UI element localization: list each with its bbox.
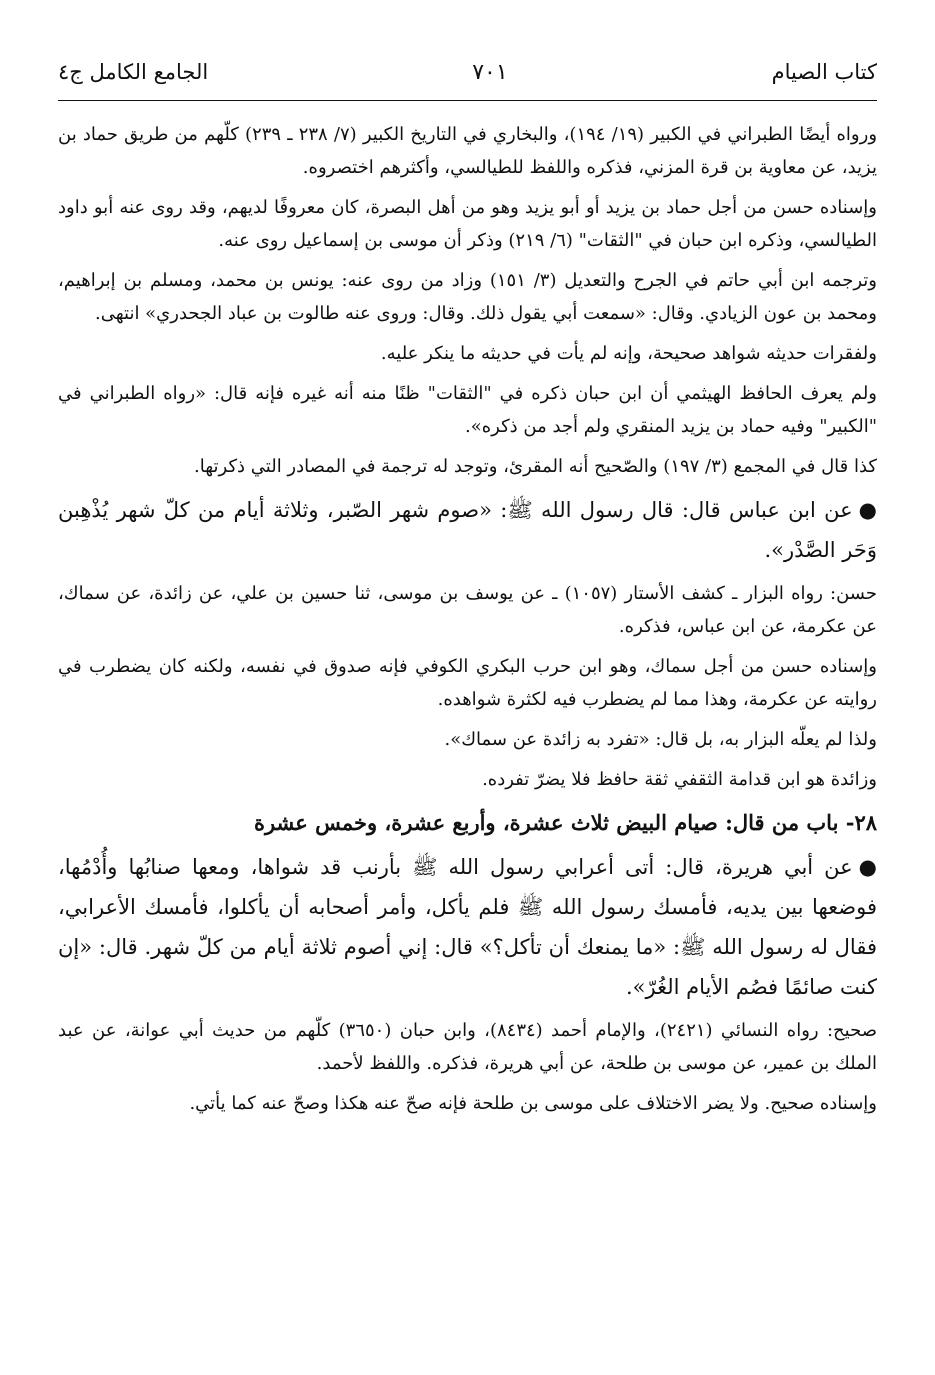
hadith-paragraph (58, 490, 877, 570)
hadith-paragraph (58, 847, 877, 1007)
commentary-paragraph: ولم يعرف الحافظ الهيثمي أن ابن حبان ذكره في "الثقات" ظنًا منه أنه غيره فإنه قال: «رواه الطبراني في "الكبير" وفيه حماد بن يزيد المنقري ولم أجد من ذكره». (58, 383, 877, 437)
commentary-paragraph: وترجمه ابن أبي حاتم في الجرح والتعديل (٣/ ١٥١) وزاد من روى عنه: يونس بن محمد، ومسلم بن إبراهيم، ومحمد بن عون الزيادي. وقال: «سمعت أبي يقول ذلك. وقال: وروى عنه طالوت بن عباد الجحدري» انتهى. (58, 270, 877, 324)
bullet-icon: ● (858, 855, 877, 879)
commentary-paragraph: ولذا لم يعلّه البزار به، بل قال: «تفرد به زائدة عن سماك». (444, 729, 877, 750)
header-book-title: كتاب الصيام (771, 60, 877, 84)
commentary-paragraph: صحيح: رواه النسائي (٢٤٢١)، والإمام أحمد (٨٤٣٤)، وابن حبان (٣٦٥٠) كلّهم من حديث أبي عوانة، عن عبد الملك بن عمير، عن موسى بن طلحة، عن أبي هريرة، فذكره. واللفظ لأحمد. (58, 1020, 877, 1074)
header-volume-title: الجامع الكامل ج٤ (58, 60, 209, 84)
hadith-text: عن أبي هريرة، قال: أتى أعرابي رسول الله ﷺ بأرنب قد شواها، ومعها صنابُها وأُدْمُها، فوضعها بين يديه، فأمسك رسول الله ﷺ فلم يأكل، وأمر أصحابه أن يأكلوا، فأمسك الأعرابي، فقال له رسول الله ﷺ: «ما يمنعك أن تأكل؟» قال: إني أصوم ثلاثة أيام من كلّ شهر. قال: «إن كنت صائمًا فصُم الأيام الغُرّ». (58, 855, 877, 999)
commentary-paragraph: وإسناده حسن من أجل حماد بن يزيد أو أبو يزيد وهو من أهل البصرة، كان معروفًا لديهم، وقد روى عنه أبو داود الطيالسي، وذكره ابن حبان في "الثقات" (٦/ ٢١٩) وذكر أن موسى بن إسماعيل روى عنه. (58, 197, 877, 251)
commentary-paragraph: ولفقرات حديثه شواهد صحيحة، وإنه لم يأت في حديثه ما ينكر عليه. (380, 343, 877, 364)
page-header (58, 52, 877, 92)
commentary-paragraph: وإسناده صحيح. ولا يضر الاختلاف على موسى بن طلحة فإنه صحّ عنه هكذا وصحّ عنه كما يأتي. (189, 1093, 877, 1114)
header-rule (58, 100, 877, 101)
hadith-text: عن ابن عباس قال: قال رسول الله ﷺ: «صوم شهر الصّبر، وثلاثة أيام من كلّ شهر يُذْهِبن وَحَر الصَّدْر». (58, 498, 877, 562)
commentary-paragraph: حسن: رواه البزار ـ كشف الأستار (١٠٥٧) ـ عن يوسف بن موسى، ثنا حسين بن علي، عن زائدة، عن سماك، عن عكرمة، عن ابن عباس، فذكره. (58, 583, 877, 637)
page-number: ٧٠١ (472, 59, 508, 85)
commentary-paragraph: ورواه أيضًا الطبراني في الكبير (١٩/ ١٩٤)، والبخاري في التاريخ الكبير (٧/ ٢٣٨ ـ ٢٣٩) كلّهم من طريق حماد بن يزيد، عن معاوية بن قرة المزني، فذكره واللفظ للطيالسي، وأكثرهم اختصروه. (58, 124, 878, 178)
commentary-paragraph: وزائدة هو ابن قدامة الثقفي ثقة حافظ فلا يضرّ تفرده. (482, 769, 877, 790)
commentary-paragraph: وإسناده حسن من أجل سماك، وهو ابن حرب البكري الكوفي فإنه صدوق في نفسه، ولكنه كان يضطرب في روايته عن عكرمة، وهذا مما لم يضطرب فيه لكثرة شواهده. (58, 656, 877, 710)
page-body (58, 118, 877, 1127)
chapter-heading: ٢٨- باب من قال: صيام البيض ثلاث عشرة، وأربع عشرة، وخمس عشرة (253, 810, 877, 835)
commentary-paragraph: كذا قال في المجمع (٣/ ١٩٧) والصّحيح أنه المقرئ، وتوجد له ترجمة في المصادر التي ذكرتها. (194, 456, 877, 477)
bullet-icon: ● (858, 498, 877, 522)
